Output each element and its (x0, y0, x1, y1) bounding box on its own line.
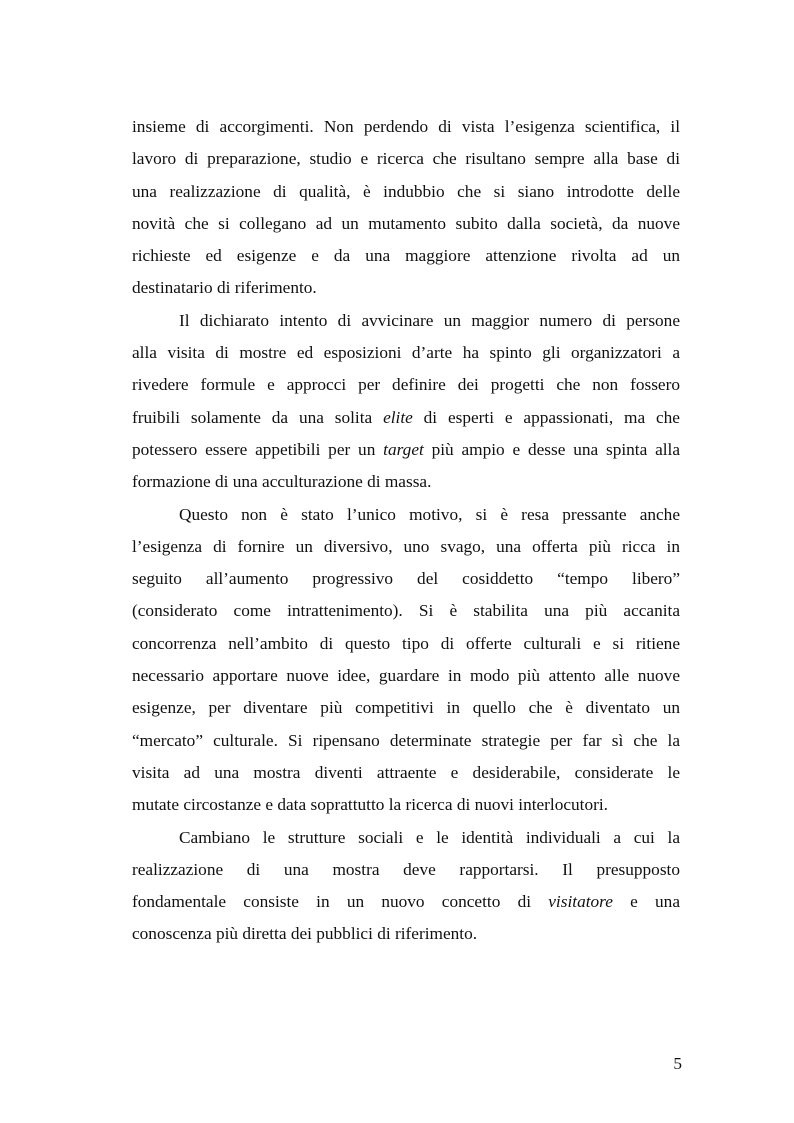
text-line (132, 240, 680, 272)
text-run: esigenze, per diventare più competitivi in quello che è diventato un (132, 698, 680, 718)
text-line (132, 692, 680, 724)
text-run: novità che si collegano ad un mutamento subito dalla società, da nuove (132, 213, 680, 233)
text-run: necessario apportare nuove idee, guardare in modo più attento alle nuove (132, 666, 680, 686)
text-run: fruibili solamente da una solita (132, 407, 384, 427)
text-line (132, 822, 680, 854)
text-run: visita ad una mostra diventi attraente e desiderabile, considerate le (132, 762, 680, 782)
text-run: conoscenza più diretta dei pubblici di riferimento. (132, 924, 478, 944)
text-line (132, 725, 680, 757)
page-number: 5 (673, 1054, 682, 1073)
text-run: e una (612, 892, 680, 912)
text-run: mutate circostanze e data soprattutto la ricerca di nuovi interlocutori. (132, 795, 609, 815)
text-line (132, 272, 680, 304)
text-line (132, 369, 680, 401)
text-run: di esperti e appassionati, ma che (412, 407, 680, 427)
text-run: seguito all’aumento progressivo del cosiddetto “tempo libero” (132, 569, 680, 589)
text-run: potessero essere appetibili per un (132, 439, 384, 459)
emphasized-text: visitatore (548, 892, 613, 912)
text-line (132, 111, 680, 143)
text-run: lavoro di preparazione, studio e ricerca che risultano sempre alla base di (132, 149, 680, 169)
text-run: alla visita di mostre ed esposizioni d’arte ha spinto gli organizzatori a (132, 343, 680, 363)
text-line (132, 789, 680, 821)
text-run: Cambiano le strutture sociali e le identità individuali a cui la (179, 827, 680, 847)
text-run: richieste ed esigenze e da una maggiore attenzione rivolta ad un (132, 246, 680, 266)
document-body (132, 111, 680, 951)
text-line (132, 757, 680, 789)
text-run: fondamentale consiste in un nuovo concetto di (132, 892, 549, 912)
text-run: realizzazione di una mostra deve rapportarsi. Il presupposto (132, 859, 680, 879)
text-run: destinatario di riferimento. (132, 278, 317, 298)
text-line (132, 208, 680, 240)
text-line (132, 918, 680, 950)
text-line (132, 499, 680, 531)
text-run: formazione di una acculturazione di massa. (132, 472, 432, 492)
text-line (132, 305, 680, 337)
text-run: rivedere formule e approcci per definire dei progetti che non fossero (132, 375, 680, 395)
text-run: Il dichiarato intento di avvicinare un maggior numero di persone (179, 310, 680, 330)
text-line (132, 466, 680, 498)
text-run: (considerato come intrattenimento). Si è stabilita una più accanita (132, 601, 680, 621)
text-line (132, 595, 680, 627)
text-line (132, 854, 680, 886)
emphasized-text: elite (383, 407, 413, 427)
text-line (132, 628, 680, 660)
text-line (132, 337, 680, 369)
text-run: una realizzazione di qualità, è indubbio che si siano introdotte delle (132, 181, 680, 201)
text-run: “mercato” culturale. Si ripensano determinate strategie per far sì che la (132, 730, 680, 750)
text-line (132, 886, 680, 918)
text-line (132, 402, 680, 434)
emphasized-text: target (383, 439, 424, 459)
text-line (132, 434, 680, 466)
text-line (132, 660, 680, 692)
text-run: insieme di accorgimenti. Non perdendo di vista l’esigenza scientifica, il (132, 117, 680, 136)
text-line (132, 531, 680, 563)
text-run: Questo non è stato l’unico motivo, si è resa pressante anche (179, 504, 680, 524)
text-run: concorrenza nell’ambito di questo tipo di offerte culturali e si ritiene (132, 633, 680, 653)
text-line (132, 143, 680, 175)
text-run: più ampio e desse una spinta alla (423, 439, 681, 459)
text-line (132, 563, 680, 595)
text-run: l’esigenza di fornire un diversivo, uno svago, una offerta più ricca in (132, 536, 680, 556)
text-line (132, 176, 680, 208)
